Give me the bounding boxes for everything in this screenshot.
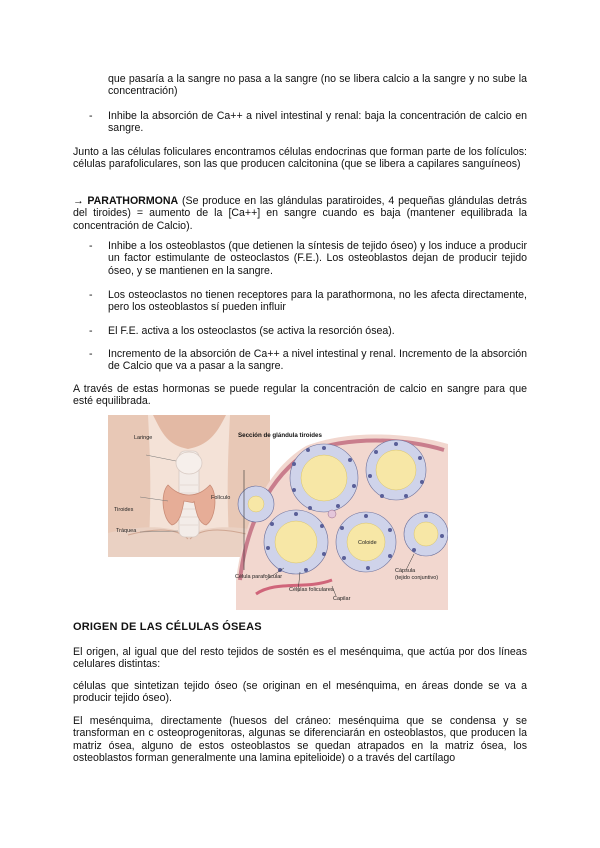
capillary-label: Capilar xyxy=(333,596,351,602)
paragraph-parathormona xyxy=(73,195,527,232)
bullet-dash: - xyxy=(89,325,93,337)
parathormona-title: PARATHORMONA xyxy=(87,195,179,207)
thyroid-figure xyxy=(108,415,448,610)
follicular-cells-label: Células foliculares xyxy=(289,587,334,593)
paragraph-traves: A través de estas hormonas se puede regular la concentración de calcio en sangre para que esté equilibrada. xyxy=(73,383,527,408)
list-item xyxy=(89,348,527,373)
bullet-dash: - xyxy=(89,289,93,301)
paragraph-junto: Junto a las células foliculares encontramos células endocrinas que forman parte de los folículos: células parafoliculares, son las que producen calcitonina (que se libera a capilares sanguíneos) xyxy=(73,146,527,171)
arrow-glyph: → xyxy=(73,195,84,207)
paragraph-celulas: células que sintetizan tejido óseo (se originan en el mesénquima, en áreas donde se va a producir tejido óseo). xyxy=(73,680,527,705)
capsule-label: Cápsula xyxy=(395,568,416,574)
section-heading: ORIGEN DE LAS CÉLULAS ÓSEAS xyxy=(73,621,262,633)
bullet-dash: - xyxy=(89,110,93,122)
bullet-dash: - xyxy=(89,348,93,360)
follicle-label: Folículo xyxy=(211,495,231,501)
intro-continuation: que pasaría a la sangre no pasa a la sangre (no se libera calcio a la sangre y no sube la concentración) xyxy=(108,73,527,98)
list-item-text: Inhibe a los osteoblastos (que detienen la síntesis de tejido óseo) y los induce a producir un factor estimulante de osteoclastos (F.E.). Los osteoblastos dejan de producir tejido óseo, y se mantienen en la sangre. xyxy=(108,240,527,277)
list-item xyxy=(89,240,527,277)
list-item xyxy=(89,289,527,314)
list-item-text: Los osteoclastos no tienen receptores para la parathormona, no les afecta directamente, pero los osteoblastos sí pueden influir xyxy=(108,289,527,314)
paragraph-mesenquima: El mesénquima, directamente (huesos del cráneo: mesénquima que se condensa y se transforman en c osteoprogenitoras, algunas se diferenciarán en osteoblastos, que producen la matriz ósea, alguno de estos osteoblastos se quedan atrapados en la matriz ósea, los osteoblastos forman generalmente una lamina epitelioide) o a través del cartílago xyxy=(73,715,527,764)
bullet-dash: - xyxy=(89,240,93,252)
parathormona-text: (Se produce en las glándulas paratiroides, 4 pequeñas glándulas detrás del tiroides) = aumento de la [Ca++] en sangre cuando es baja (mantener equilibrada la concentración de Calcio). xyxy=(73,195,527,232)
thyroid-section-illustration xyxy=(236,430,448,610)
capsule-sub-label: (tejido conjuntivo) xyxy=(395,575,439,581)
list-item xyxy=(89,110,527,135)
list-item-text: Inhibe la absorción de Ca++ a nivel intestinal y renal: baja la concentración de calcio en sangre. xyxy=(108,110,527,135)
list-item-text: Incremento de la absorción de Ca++ a nivel intestinal y renal. Incremento de la absorción de Calcio que va a pasar a la sangre. xyxy=(108,348,527,373)
paragraph-origen: El origen, al igual que del resto tejidos de sostén es el mesénquima, que actúa por dos líneas celulares distintas: xyxy=(73,646,527,671)
colloid-label: Coloide xyxy=(358,540,377,546)
trachea-label: Tráquea xyxy=(116,528,137,534)
list-item-text: El F.E. activa a los osteoclastos (se activa la resorción ósea). xyxy=(108,325,395,337)
parafollicular-label: Célula parafolicular xyxy=(235,574,283,580)
thyroid-label: Tiroides xyxy=(114,507,134,513)
larynx-label: Laringe xyxy=(134,435,153,441)
section-title-label: Sección de glándula tiroides xyxy=(238,432,322,439)
list-item xyxy=(89,325,527,337)
